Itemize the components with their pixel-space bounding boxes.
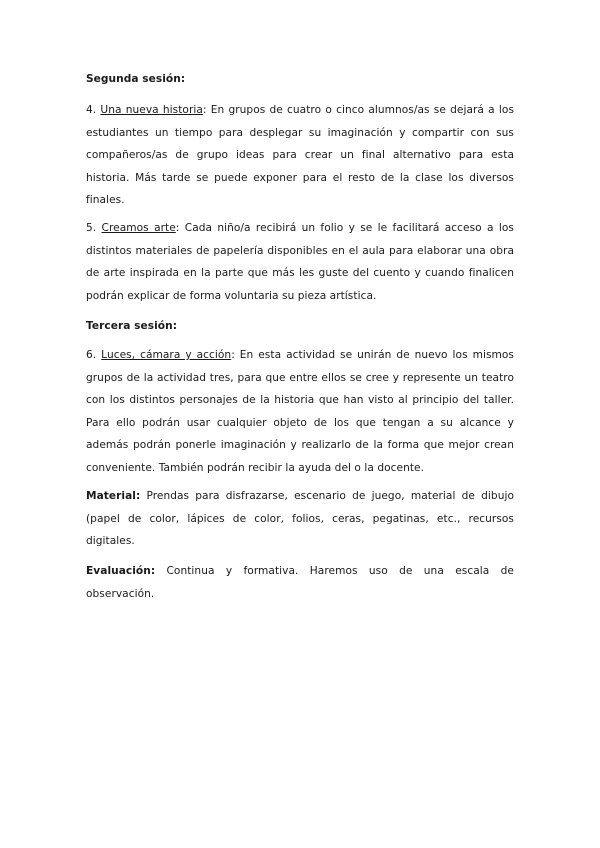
evaluacion-text: Continua y formativa. Haremos uso de una escala de observación. (86, 565, 514, 600)
activity-5-number: 5. (86, 222, 102, 234)
activity-4-text: En grupos de cuatro o cinco alumnos/as se dejará a los estudiantes un tiempo para desplegar su imaginación y compartir con sus compañeros/as de grupo ideas para crear un final alternativo para esta historia. Más tarde se puede exponer para el resto de la clase los diversos finales. (86, 104, 515, 206)
activity-5-title: Creamos arte (101, 222, 176, 234)
evaluacion-label: Evaluación: (86, 565, 156, 577)
activity-6-title: Luces, cámara y acción (101, 349, 232, 361)
activity-5-text: Cada niño/a recibirá un folio y se le facilitará acceso a los distintos materiales de papelería disponibles en el aula para elaborar una obra de arte inspirada en la parte que más les guste del cuento y cuando finalicen podrán explicar de forma voluntaria su pieza artística. (86, 222, 514, 302)
section-heading-tercera-sesion: Tercera sesión: (86, 320, 177, 332)
activity-4-paragraph (86, 99, 514, 212)
activity-4-colon: : (202, 104, 207, 116)
activity-6-number: 6. (86, 349, 102, 361)
activity-4-title: Una nueva historia (100, 104, 203, 116)
activity-5-paragraph (86, 217, 514, 307)
section-heading-segunda-sesion: Segunda sesión: (86, 73, 186, 85)
activity-6-colon: : (231, 349, 235, 361)
activity-6-text: En esta actividad se unirán de nuevo los mismos grupos de la actividad tres, para que entre ellos se cree y represente un teatro con los distintos personajes de la historia que han visto al principio del taller. Para ello podrán usar cualquier objeto de los que tengan a su alcance y además podrán ponerle imaginación y realizarlo de la forma que mejor crean conveniente. También podrán recibir la ayuda del o la docente. (86, 349, 514, 474)
activity-5-colon: : (175, 222, 180, 234)
activity-6-paragraph (86, 344, 514, 479)
evaluacion-paragraph (86, 560, 514, 605)
material-text: Prendas para disfrazarse, escenario de juego, material de dibujo (papel de color, lápices de color, folios, ceras, pegatinas, etc., recursos digitales. (86, 490, 514, 547)
material-label: Material: (86, 490, 141, 502)
material-paragraph (86, 485, 514, 553)
activity-4-number: 4. (86, 104, 101, 116)
